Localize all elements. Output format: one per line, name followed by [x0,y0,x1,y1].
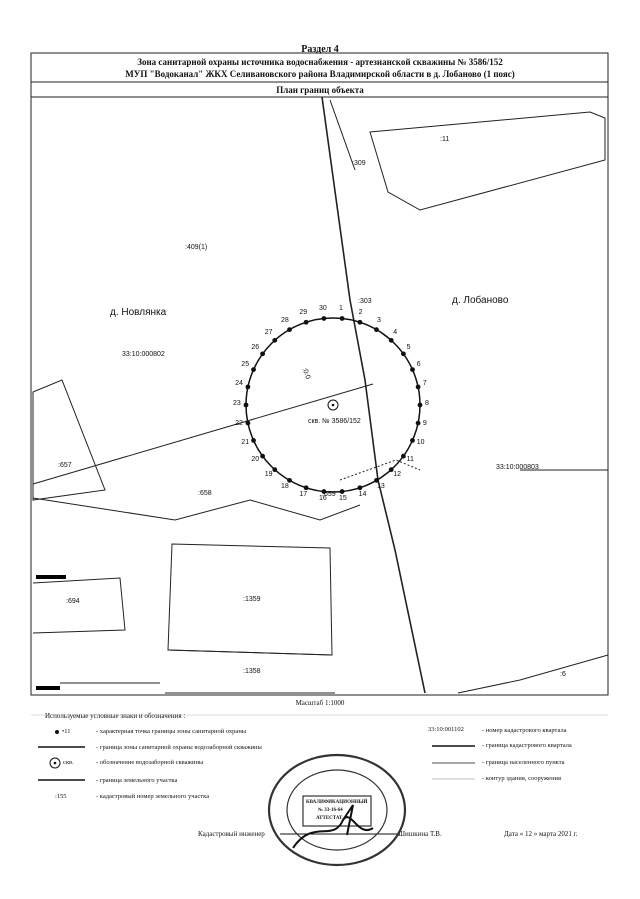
zone-point-25 [251,367,256,372]
stamp-line1: КВАЛИФИКАЦИОННЫЙ [306,800,368,805]
zone-point-20 [260,454,265,459]
legend-text: - граница кадастрового квартала [482,742,572,749]
zone-point-label: 28 [281,316,289,324]
zone-point-label: 24 [235,380,243,388]
parcel-label: :409(1) [185,244,208,251]
legend-text: - граница земельного участка [96,777,178,784]
zone-point-label: 19 [264,471,273,479]
quarter-left: 33:10:000802 [122,351,165,358]
zone-point-19 [272,467,277,472]
zone-point-2 [357,320,362,325]
zone-point-30 [322,316,327,321]
zone-point-17 [304,485,309,490]
engineer-label: Кадастровый инженер [198,830,265,838]
parcel-label: :1359 [243,596,261,603]
zone-point-21 [251,438,256,443]
zone-point-label: 14 [358,491,367,499]
zone-point-26 [260,351,265,356]
zone-point-22 [246,421,251,426]
zone-point-13 [374,478,379,483]
legend-text: - граница зоны санитарной охраны водозаборной скважины [96,744,262,751]
zone-point-label: 22 [235,419,243,427]
zone-point-14 [357,485,362,490]
legend-text: - кадастровый номер земельного участка [96,793,210,800]
zone-point-label: 3 [377,316,381,324]
parcel-label: :657 [58,462,72,469]
plan-title: План границ объекта [276,85,364,95]
section-title: Раздел 4 [301,44,339,55]
scale-label: Масштаб 1:1000 [295,699,345,707]
zone-point-18 [287,478,292,483]
zone-point-10 [410,438,415,443]
zone-point-label: 23 [233,400,241,407]
legend-symbol: :155 [55,793,67,800]
zone-point-label: 21 [241,439,250,447]
legend-symbol: 33:10:001102 [428,726,464,733]
legend-text: - контур здания, сооружения [482,775,562,782]
zone-point-label: 16 [318,495,327,503]
settlement-left: д. Новлянка [110,307,167,318]
zone-point-label: 18 [281,483,289,491]
legend-symbol: скв. [63,759,74,766]
zone-point-label: 9 [422,419,427,427]
zone-point-label: 10 [416,439,425,447]
legend-text: - номер кадастрового квартала [482,727,567,734]
legend-symbol: •11 [62,728,71,735]
zone-point-27 [272,338,277,343]
zone-point-label: 17 [299,491,308,499]
zone-point-label: 29 [299,308,308,316]
parcel-label: :11 [440,136,450,143]
parcel-label: :309 [352,160,366,167]
legend-text: - граница населенного пункта [482,759,565,766]
parcel-label: :659 [322,491,336,498]
zone-point-label: 7 [422,380,427,388]
zone-point-4 [389,338,394,343]
stamp-line3: АТТЕСТАТ [316,816,343,821]
legend-text: - характерная точка границы зоны санитарной охраны [96,728,247,735]
zone-point-6 [410,367,415,372]
zone-point-23 [244,403,249,408]
zone-point-label: 20 [251,456,260,464]
zone-point-label: 1 [339,304,343,312]
zone-point-3 [374,327,379,332]
settlement-right: д. Лобаново [452,295,509,306]
zone-point-label: 2 [358,308,363,316]
zone-point-label: 25 [241,360,250,368]
zone-point-label: 15 [339,495,347,503]
zone-point-label: 11 [406,456,414,464]
zone-point-label: 26 [251,343,260,351]
zone-point-29 [304,320,309,325]
parcel-label: :694 [66,598,80,605]
legend-title: Используемые условные знаки и обозначения : [45,712,186,720]
document-title-line1: Зона санитарной охраны источника водоснабжения - артезианской скважины № 3586/152 [137,57,503,67]
zone-point-11 [401,454,406,459]
zone-point-1 [340,316,345,321]
zone-point-label: 12 [393,471,402,479]
zone-point-label: 6 [416,360,421,368]
stamp-line2: № 33-16-64 [318,808,343,813]
document-title-line2: МУП "Водоканал" ЖКХ Селивановского района Владимирской области в д. Лобаново (1 пояс) [125,69,515,79]
zone-point-8 [418,403,423,408]
zone-point-7 [416,385,421,390]
quarter-right: 33:10:000803 [496,464,539,471]
parcel-label: :303 [358,298,372,305]
zone-point-label: 30 [318,304,327,312]
zone-point-9 [416,421,421,426]
zone-point-5 [401,351,406,356]
zone-point-label: 4 [393,328,398,336]
parcel-label: :1358 [243,668,261,675]
zone-point-label: 13 [377,483,385,491]
zone-point-15 [340,489,345,494]
zone-point-24 [246,385,251,390]
parcel-label: :6 [560,671,566,678]
parcel-label: :0:0 [300,366,312,381]
zone-point-28 [287,327,292,332]
engineer-name: Шишкина Т.В. [398,830,442,838]
zone-point-label: 27 [264,328,273,336]
legend-text: - обозначение водозаборной скважины [96,759,204,766]
well-label: скв. № 3586/152 [308,418,361,425]
parcel-label: :658 [198,490,212,497]
zone-point-label: 5 [406,343,411,351]
document-date: Дата « 12 » марта 2021 г. [504,830,578,838]
zone-point-label: 8 [425,400,429,407]
